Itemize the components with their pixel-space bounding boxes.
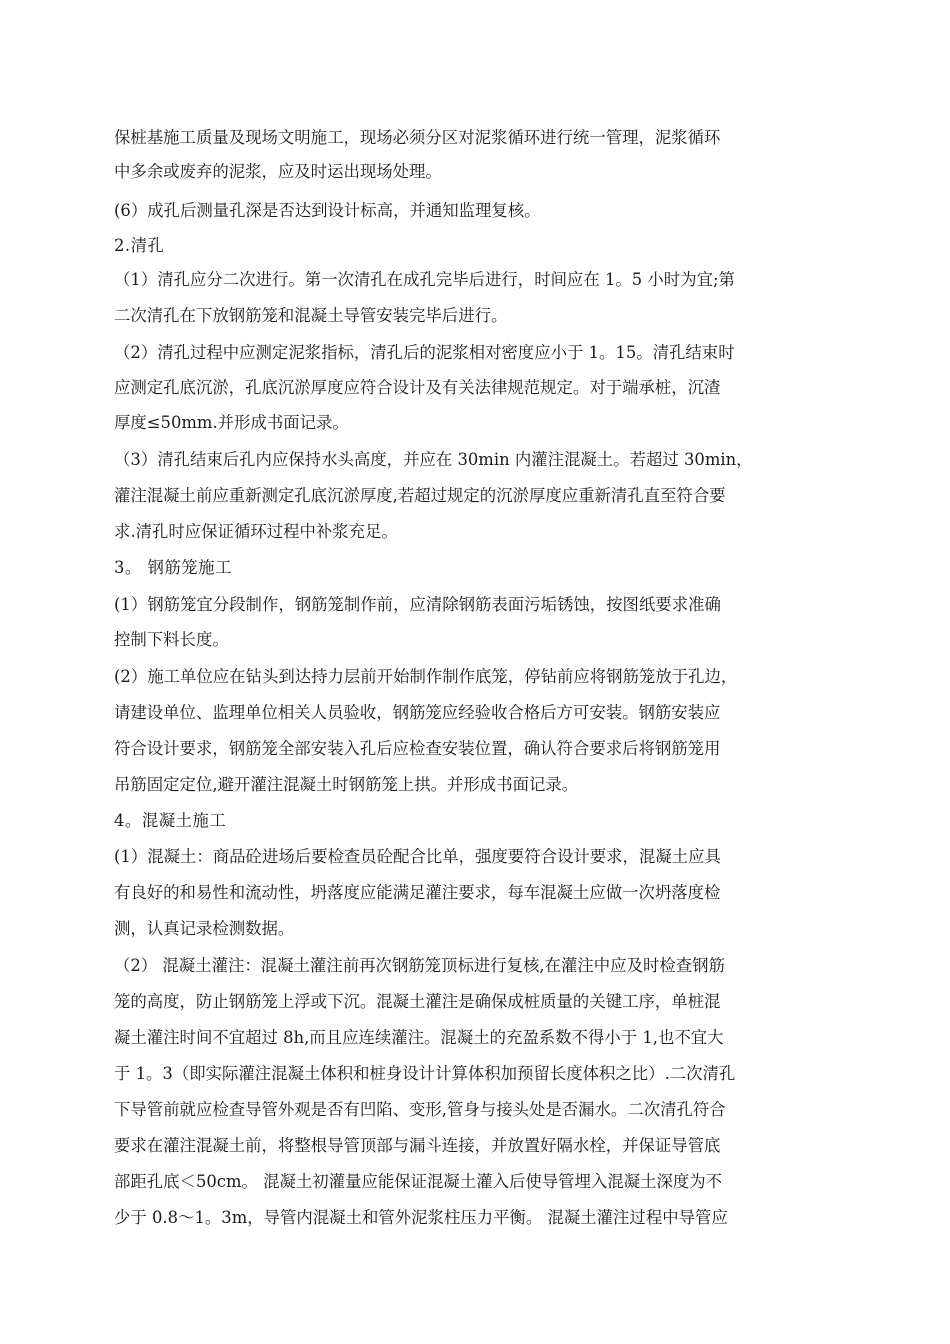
paragraph-line: 请建设单位、监理单位相关人员验收，钢筋笼应经验收合格后方可安装。钢筋安装应 [114, 703, 721, 722]
paragraph-line: （1）清孔应分二次进行。第一次清孔在成孔完毕后进行，时间应在 1。5 小时为宜;第 [114, 270, 735, 289]
section-heading: 3。 钢筋笼施工 [114, 558, 232, 577]
paragraph-line: 少于 0.8～1。3m，导管内混凝土和管外泥浆柱压力平衡。 混凝土灌注过程中导管应 [114, 1208, 728, 1227]
paragraph-line: 中多余或废弃的泥浆，应及时运出现场处理。 [114, 162, 442, 181]
paragraph-line: 控制下料长度。 [114, 630, 229, 649]
paragraph-line: 凝土灌注时间不宜超过 8h,而且应连续灌注。混凝土的充盈系数不得小于 1,也不宜大 [114, 1028, 724, 1047]
paragraph-line: 二次清孔在下放钢筋笼和混凝土导管安装完毕后进行。 [114, 306, 508, 325]
paragraph-line: 厚度≤50mm.并形成书面记录。 [114, 413, 349, 432]
paragraph-line: （3）清孔结束后孔内应保持水头高度，并应在 30min 内灌注混凝土。若超过 30min， [114, 450, 753, 469]
paragraph-line: 求.清孔时应保证循环过程中补浆充足。 [114, 522, 398, 541]
paragraph-line: 灌注混凝土前应重新测定孔底沉淤厚度,若超过规定的沉淤厚度应重新清孔直至符合要 [114, 486, 726, 505]
paragraph-line: 保桩基施工质量及现场文明施工，现场必须分区对泥浆循环进行统一管理，泥浆循环 [114, 128, 721, 147]
paragraph-line: 下导管前就应检查导管外观是否有凹陷、变形,管身与接头处是否漏水。二次清孔符合 [114, 1100, 726, 1119]
paragraph-line: (6）成孔后测量孔深是否达到设计标高，并通知监理复核。 [114, 201, 541, 220]
paragraph-line: （2）清孔过程中应测定泥浆指标，清孔后的泥浆相对密度应小于 1。15。清孔结束时 [114, 343, 735, 362]
paragraph-line: 测，认真记录检测数据。 [114, 919, 295, 938]
section-heading: 4。混凝土施工 [114, 811, 227, 830]
paragraph-line: 吊筋固定定位,避开灌注混凝土时钢筋笼上拱。并形成书面记录。 [114, 775, 579, 794]
paragraph-line: (2）施工单位应在钻头到达持力层前开始制作制作底笼，停钻前应将钢筋笼放于孔边， [114, 667, 738, 686]
paragraph-line: 部距孔底＜50cm。 混凝土初灌量应能保证混凝土灌入后使导管埋入混凝土深度为不 [114, 1172, 723, 1191]
section-heading: 2.清孔 [114, 236, 165, 255]
paragraph-line: 笼的高度，防止钢筋笼上浮或下沉。混凝土灌注是确保成桩质量的关键工序，单桩混 [114, 992, 721, 1011]
paragraph-line: 应测定孔底沉淤，孔底沉淤厚度应符合设计及有关法律规范规定。对于端承桩，沉渣 [114, 378, 721, 397]
paragraph-line: 于 1。3（即实际灌注混凝土体积和桩身设计计算体积加预留长度体积之比）.二次清孔 [114, 1064, 736, 1083]
paragraph-line: (1）混凝土：商品砼进场后要检查员砼配合比单，强度要符合设计要求，混凝土应具 [114, 847, 721, 866]
paragraph-line: （2） 混凝土灌注：混凝土灌注前再次钢筋笼顶标进行复核,在灌注中应及时检查钢筋 [114, 956, 725, 975]
paragraph-line: 有良好的和易性和流动性，坍落度应能满足灌注要求，每车混凝土应做一次坍落度检 [114, 883, 721, 902]
paragraph-line: (1）钢筋笼宜分段制作，钢筋笼制作前，应清除钢筋表面污垢锈蚀，按图纸要求准确 [114, 595, 721, 614]
paragraph-line: 要求在灌注混凝土前，将整根导管顶部与漏斗连接，并放置好隔水栓，并保证导管底 [114, 1136, 721, 1155]
paragraph-line: 符合设计要求，钢筋笼全部安装入孔后应检查安装位置，确认符合要求后将钢筋笼用 [114, 739, 721, 758]
